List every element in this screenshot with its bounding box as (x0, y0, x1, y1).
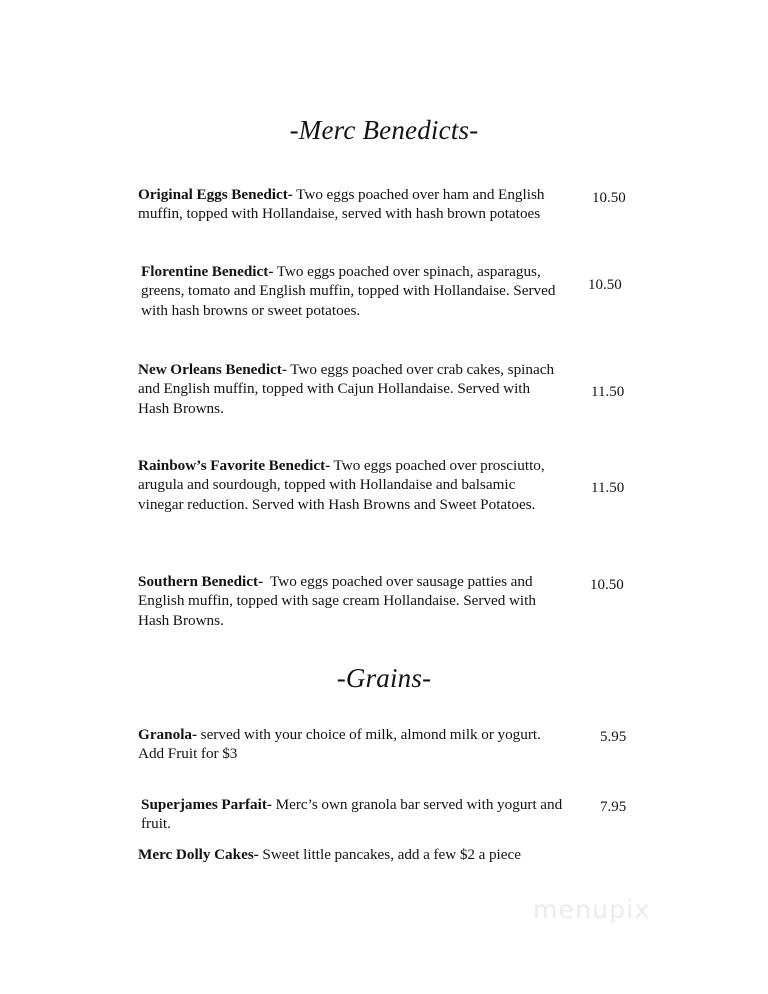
menu-item-description: Two eggs poached over prosciutto, arugula and sourdough, topped with Hollandaise and balsamic vinegar reduction. Served with Hash Browns and Sweet Potatoes. (138, 457, 549, 513)
menu-item-price: 10.50 (590, 577, 624, 593)
menu-item-price: 10.50 (588, 277, 622, 293)
menu-item-text (138, 845, 562, 864)
menu-item-price: 5.95 (600, 729, 627, 745)
menu-item-rainbows-favorite-benedict (138, 456, 638, 514)
menu-item-price: 11.50 (591, 480, 625, 496)
menu-item-name: Original Eggs Benedict- (138, 186, 293, 203)
menu-item-description: Sweet little pancakes, add a few $2 a piece (258, 846, 521, 863)
menu-item-description: Two eggs poached over crab cakes, spinach and English muffin, topped with Cajun Hollandaise. Served with Hash Browns. (138, 361, 558, 417)
menu-item-name: Merc Dolly Cakes- (138, 846, 259, 863)
menu-item-description: Merc’s own granola bar served with yogurt and fruit. (141, 796, 566, 833)
menu-item-merc-dolly-cakes (138, 845, 638, 864)
section-title-merc-benedicts: -Merc Benedicts- (289, 115, 479, 145)
menu-item-superjames-parfait (141, 795, 641, 834)
menupix-watermark: menupix (533, 895, 651, 924)
menu-item-name: Superjames Parfait- (141, 796, 272, 813)
menu-item-name: Rainbow’s Favorite Benedict- (138, 457, 331, 474)
menu-item-granola (138, 725, 638, 764)
menu-item-text (138, 456, 562, 514)
menu-item-text (138, 725, 562, 764)
menu-item-description: Two eggs poached over sausage patties and English muffin, topped with sage cream Hollandaise. Served with Hash Browns. (138, 573, 540, 629)
menu-item-description: served with your choice of milk, almond milk or yogurt. Add Fruit for $3 (138, 726, 544, 763)
menu-item-description: Two eggs poached over ham and English muffin, topped with Hollandaise, served with hash brown potatoes (138, 186, 549, 223)
menu-item-price: 7.95 (600, 799, 627, 815)
menu-item-price: 10.50 (592, 190, 626, 206)
section-title-grains: -Grains- (336, 663, 432, 693)
menu-item-southern-benedict (138, 572, 638, 630)
menu-item-price: 11.50 (591, 384, 625, 400)
menu-item-original-eggs-benedict (138, 185, 638, 224)
menu-item-name: New Orleans Benedict- (138, 361, 287, 378)
menu-item-name: Granola- (138, 726, 198, 743)
menu-item-text (141, 795, 565, 834)
menu-item-description: Two eggs poached over spinach, asparagus, greens, tomato and English muffin, topped with Hollandaise. Served with hash browns or sweet potatoes. (141, 263, 560, 319)
menu-item-text (138, 185, 562, 224)
menu-item-new-orleans-benedict (138, 360, 638, 418)
menu-item-name: Southern Benedict- (138, 573, 264, 590)
menu-item-text (138, 572, 562, 630)
menu-item-text (138, 360, 562, 418)
menu-item-name: Florentine Benedict- (141, 263, 274, 280)
menu-item-text (141, 262, 565, 320)
menu-item-florentine-benedict (141, 262, 641, 320)
